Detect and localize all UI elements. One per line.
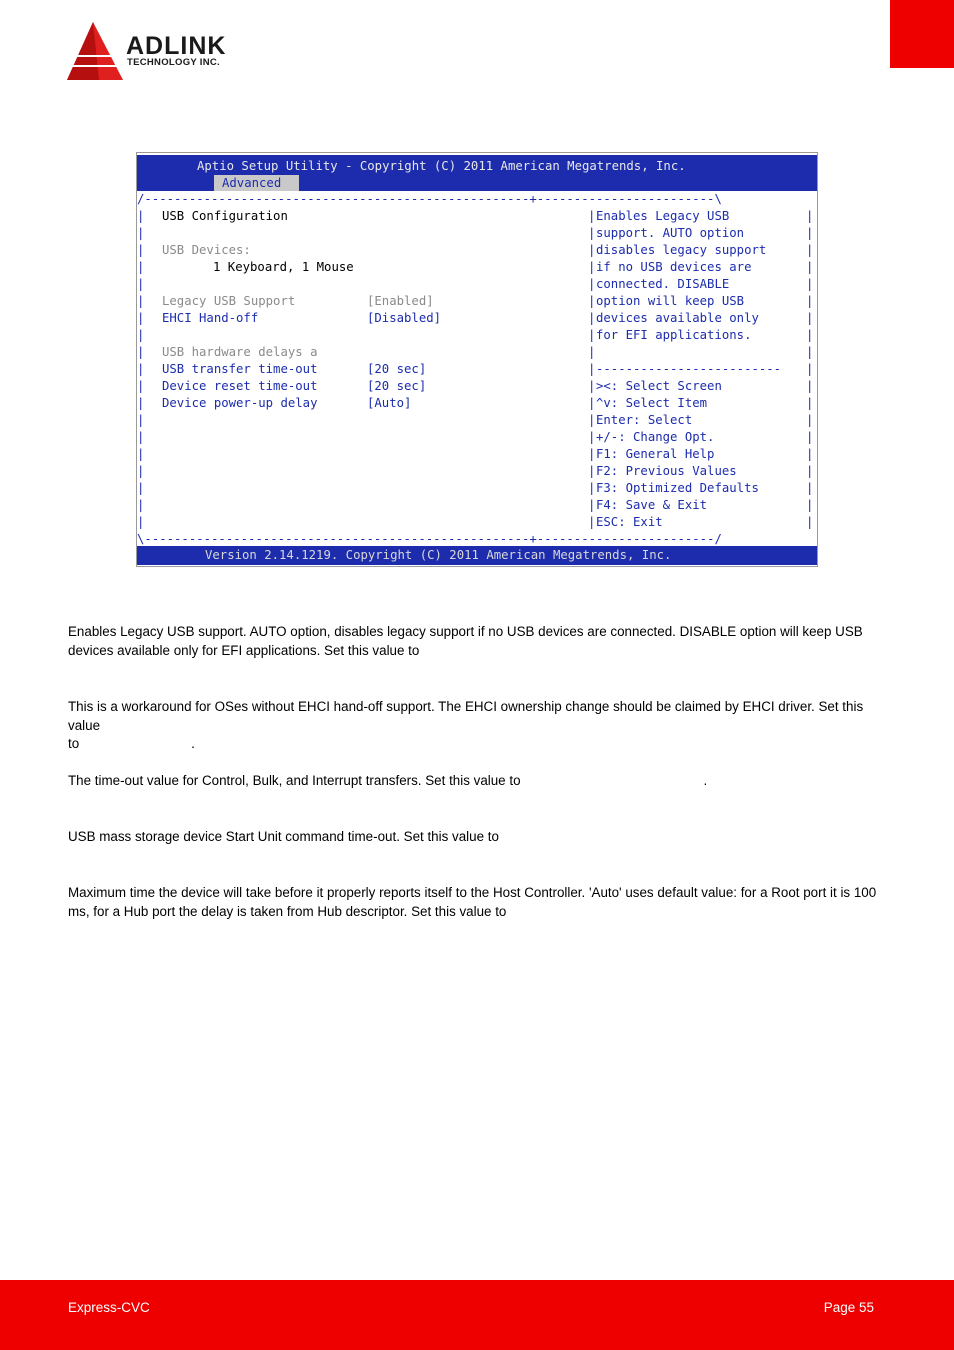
logo-triangle-icon xyxy=(66,20,126,82)
help-line: disables legacy support xyxy=(596,243,767,257)
help-line: Enables Legacy USB xyxy=(596,209,730,223)
key-hint: F3: Optimized Defaults xyxy=(596,481,759,495)
help-line: for EFI applications. xyxy=(596,328,752,342)
help-line: devices available only xyxy=(596,311,759,325)
page-footer xyxy=(0,1280,954,1350)
section-title: USB Configuration xyxy=(162,209,288,223)
transfer-description-end: . xyxy=(703,773,708,788)
logo-tagline: TECHNOLOGY INC. xyxy=(127,57,220,68)
transfer-description xyxy=(68,772,898,791)
bios-left-border: | | | | | | | | | | | | | | | | | | | xyxy=(137,209,145,529)
bios-bottom-border: \----------------------------------------------------+------------------------/ xyxy=(137,532,722,546)
key-hint: +/-: Change Opt. xyxy=(596,430,715,444)
bios-version: Version 2.14.1219. Copyright (C) 2011 American Megatrends, Inc. xyxy=(205,548,672,562)
transfer-timeout-label[interactable]: USB transfer time-out xyxy=(162,362,318,376)
page-number: Page 55 xyxy=(823,1300,874,1315)
bios-divider: | | | | | | | | | | | | | | | | | | | xyxy=(588,209,596,529)
bios-help-separator: ------------------------- xyxy=(596,362,782,376)
bios-footer xyxy=(137,546,817,565)
ehci-description xyxy=(68,698,898,754)
usb-devices-label: USB Devices: xyxy=(162,243,251,257)
bios-screenshot xyxy=(136,152,818,567)
ehci-handoff-value[interactable]: [Disabled] xyxy=(367,311,442,325)
corner-tab xyxy=(890,0,954,68)
key-hint: ESC: Exit xyxy=(596,515,663,529)
ehci-description-line: This is a workaround for OSes without EHCI hand-off support. The EHCI ownership change should be claimed by EHCI driver. Set this value xyxy=(68,699,864,733)
key-hint: F4: Save & Exit xyxy=(596,498,708,512)
help-line: if no USB devices are xyxy=(596,260,752,274)
powerup-delay-label[interactable]: Device power-up delay xyxy=(162,396,318,410)
legacy-usb-description: Enables Legacy USB support. AUTO option, disables legacy support if no USB devices are connected. DISABLE option will keep USB devices available only for EFI applications. Set this value to xyxy=(68,624,863,658)
help-line: connected. DISABLE xyxy=(596,277,730,291)
help-line: support. AUTO option xyxy=(596,226,745,240)
help-line: option will keep USB xyxy=(596,294,745,308)
tab-advanced[interactable]: Advanced xyxy=(214,175,299,191)
logo-wordmark: ADLINK xyxy=(126,32,227,60)
legacy-usb-label[interactable]: Legacy USB Support xyxy=(162,294,296,308)
powerup-description: Maximum time the device will take before it properly reports itself to the Host Controller. 'Auto' uses default value: for a Root port it is 100 ms, for a Hub port the delay is taken from Hub descriptor. Set this value to xyxy=(68,885,877,919)
key-hint: ^v: Select Item xyxy=(596,396,708,410)
ehci-handoff-label[interactable]: EHCI Hand-off xyxy=(162,311,259,325)
transfer-timeout-value[interactable]: [20 sec] xyxy=(367,362,427,376)
powerup-delay-value[interactable]: [Auto] xyxy=(367,396,412,410)
ehci-description-line xyxy=(68,735,898,754)
bios-body xyxy=(137,191,817,546)
product-name: Express-CVC xyxy=(68,1300,150,1315)
transfer-description-text: The time-out value for Control, Bulk, and Interrupt transfers. Set this value to xyxy=(68,773,521,788)
hw-delays-label: USB hardware delays a xyxy=(162,345,318,359)
reset-timeout-value[interactable]: [20 sec] xyxy=(367,379,427,393)
legacy-usb-value[interactable]: [Enabled] xyxy=(367,294,434,308)
key-hint: ><: Select Screen xyxy=(596,379,722,393)
adlink-logo xyxy=(66,20,266,82)
ehci-description-end: . xyxy=(191,736,195,751)
ehci-description-to: to xyxy=(68,736,80,751)
bios-title: Aptio Setup Utility - Copyright (C) 2011 American Megatrends, Inc. xyxy=(197,159,686,173)
reset-description: USB mass storage device Start Unit command time-out. Set this value to xyxy=(68,829,499,844)
bios-header xyxy=(137,155,817,191)
key-hint: F1: General Help xyxy=(596,447,715,461)
usb-devices-value: 1 Keyboard, 1 Mouse xyxy=(213,260,354,274)
bios-top-border: /----------------------------------------------------+------------------------\ xyxy=(137,192,722,206)
reset-timeout-label[interactable]: Device reset time-out xyxy=(162,379,318,393)
bios-right-border: | | | | | | | | | | | | | | | | | | | xyxy=(806,209,814,529)
key-hint: F2: Previous Values xyxy=(596,464,737,478)
key-hint: Enter: Select xyxy=(596,413,693,427)
